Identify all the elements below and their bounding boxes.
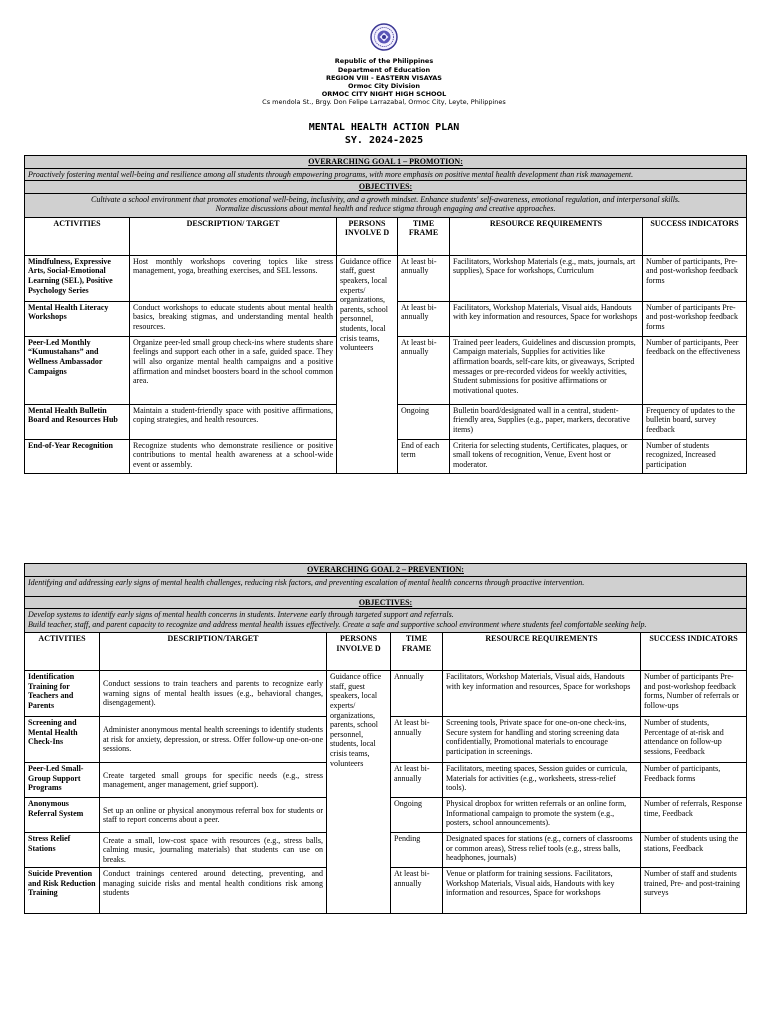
- goal1-objectives: [25, 193, 747, 217]
- activity-cell: End-of-Year Recognition: [25, 439, 130, 473]
- description-cell: Conduct trainings centered around detecting, preventing, and managing suicide risks and mental health conditions risk among students: [100, 868, 327, 914]
- activity-cell: Suicide Prevention and Risk Reduction Training: [25, 868, 100, 914]
- table-row: [25, 671, 747, 717]
- goal1-title: OVERARCHING GOAL 1 – PROMOTION:: [25, 156, 747, 169]
- header-region: REGION VIII - EASTERN VISAYAS: [325, 74, 442, 82]
- time-frame-cell: Ongoing: [391, 798, 443, 833]
- time-frame-cell: At least bi-annually: [391, 868, 443, 914]
- success-cell: Number of staff and students trained, Pre- and post-training surveys: [641, 868, 747, 914]
- header-school: ORMOC CITY NIGHT HIGH SCHOOL: [321, 90, 447, 98]
- activity-cell: Identification Training for Teachers and Parents: [25, 671, 100, 717]
- resources-cell: Screening tools, Private space for one-on-one check-ins, Secure system for handling and storing screening data confidentially, Promotional materials to encourage participation in screenings.: [443, 717, 641, 763]
- header-address: Cs mendola St., Brgy. Don Felipe Larrazabal, Ormoc City, Leyte, Philippines: [262, 98, 506, 106]
- description-cell: Conduct sessions to train teachers and parents to recognize early warning signs of mental health issues (e.g., behavioral changes, disengagement).: [100, 671, 327, 717]
- resources-cell: Bulletin board/designated wall in a central, student-friendly area, Supplies (e.g., paper, markers, decorative items): [450, 404, 643, 439]
- goal2-table: [24, 563, 747, 914]
- activity-cell: Peer-Led Small-Group Support Programs: [25, 763, 100, 798]
- time-frame-cell: At least bi-annually: [391, 763, 443, 798]
- resources-cell: Criteria for selecting students, Certificates, plaques, or small tokens of recognition, Venue, Event host or moderator.: [450, 439, 643, 473]
- goal2-objectives: [25, 609, 747, 633]
- description-cell: Organize peer-led small group check-ins where students share feelings and support each other in a safe, guided space. They will also organize mental health campaigns and a positive affirmation and mindset boosters board in the school common area.: [130, 336, 337, 404]
- col-time-frame: TIME FRAME: [391, 633, 443, 671]
- success-cell: Frequency of updates to the bulletin board, survey feedback: [643, 404, 747, 439]
- time-frame-cell: Pending: [391, 833, 443, 868]
- success-cell: Number of participants Pre- and post-workshop feedback forms, Number of referrals or follow-ups: [641, 671, 747, 717]
- deped-seal-logo: [370, 23, 398, 51]
- goal2-title: OVERARCHING GOAL 2 – PREVENTION:: [25, 564, 747, 577]
- time-frame-cell: At least bi-annually: [398, 336, 450, 404]
- resources-cell: Trained peer leaders, Guidelines and discussion prompts, Campaign materials, Supplies for activities like affirmation boards, self-care kits, or giveaways, Scripted messages or pre-recorded videos for weekly activities, Student submissions for positive affirmations or motivational quotes.: [450, 336, 643, 404]
- goal2-objectives-title: OBJECTIVES:: [25, 596, 747, 609]
- goal2-objective-line: Develop systems to identify early signs of mental health concerns in students. Intervene early through targeted support and referrals.: [28, 610, 454, 620]
- activity-cell: Mindfulness, Expressive Arts, Social-Emotional Learning (SEL), Positive Psychology Series: [25, 255, 130, 301]
- description-cell: Recognize students who demonstrate resilience or positive contributions to mental health awareness at a school-wide event or assembly.: [130, 439, 337, 473]
- col-description: DESCRIPTION/TARGET: [100, 633, 327, 671]
- col-time-frame: TIME FRAME: [398, 217, 450, 255]
- success-cell: Number of participants, Peer feedback on the effectiveness: [643, 336, 747, 404]
- table-row: [25, 255, 747, 301]
- description-cell: Create a small, low-cost space with resources (e.g., stress balls, calming music, journaling materials) that students can use on breaks.: [100, 833, 327, 868]
- success-cell: Number of students recognized, Increased participation: [643, 439, 747, 473]
- col-success: SUCCESS INDICATORS: [643, 217, 747, 255]
- activity-cell: Anonymous Referral System: [25, 798, 100, 833]
- header-republic: Republic of the Philippines: [334, 57, 434, 65]
- activity-cell: Screening and Mental Health Check-Ins: [25, 717, 100, 763]
- col-description: DESCRIPTION/ TARGET: [130, 217, 337, 255]
- col-resources: RESOURCE REQUIREMENTS: [443, 633, 641, 671]
- activity-cell: Stress Relief Stations: [25, 833, 100, 868]
- resources-cell: Facilitators, Workshop Materials (e.g., mats, journals, art supplies), Space for workshops, Curriculum: [450, 255, 643, 301]
- success-cell: Number of participants, Feedback forms: [641, 763, 747, 798]
- resources-cell: Physical dropbox for written referrals or an online form, Informational campaign to promote the system (e.g., posters, school announcements).: [443, 798, 641, 833]
- success-cell: Number of referrals, Response time, Feedback: [641, 798, 747, 833]
- persons-involved-cell: Guidance office staff, guest speakers, local experts/ organizations, parents, school personnel, students, local crisis teams, volunteers: [337, 255, 398, 473]
- goal2-objective-line: Build teacher, staff, and parent capacity to recognize and address mental health issues effectively. Create a safe and supportive school environment where students feel comfortable seeking help.: [28, 619, 647, 629]
- description-cell: Maintain a student-friendly space with positive affirmations, coping strategies, and health resources.: [130, 404, 337, 439]
- time-frame-cell: At least bi-annually: [391, 717, 443, 763]
- description-cell: Conduct workshops to educate students about mental health basics, breaking stigmas, and understanding mental health resources.: [130, 301, 337, 336]
- persons-involved-cell: Guidance office staff, guest speakers, local experts/ organizations, parents, school personnel, students, local crisis teams, volunteers: [327, 671, 391, 914]
- description-cell: Create targeted small groups for specific needs (e.g., stress management, anger management, grief support).: [100, 763, 327, 798]
- resources-cell: Venue or platform for training sessions. Facilitators, Workshop Materials, Visual aids, Handouts with key information and resources, Space for workshops: [443, 868, 641, 914]
- goal2-statement: Identifying and addressing early signs of mental health challenges, reducing risk factors, and preventing escalation of mental health concerns through proactive intervention.: [25, 576, 747, 596]
- activity-cell: Peer-Led Monthly “Kumustahans” and Wellness Ambassador Campaigns: [25, 336, 130, 404]
- goal1-objective-line: Normalize discussions about mental health and reduce stigma through engaging and creative approaches.: [215, 204, 556, 214]
- school-year: SY. 2024-2025: [344, 135, 424, 146]
- activity-cell: Mental Health Bulletin Board and Resources Hub: [25, 404, 130, 439]
- resources-cell: Designated spaces for stations (e.g., corners of classrooms or common areas), Stress relief tools (e.g., stress balls, headphones, journals): [443, 833, 641, 868]
- col-resources: RESOURCE REQUIREMENTS: [450, 217, 643, 255]
- col-persons: PERSONS INVOLVE D: [327, 633, 391, 671]
- col-activities: ACTIVITIES: [25, 633, 100, 671]
- col-persons: PERSONS INVOLVE D: [337, 217, 398, 255]
- page-title: MENTAL HEALTH ACTION PLAN: [308, 122, 460, 133]
- success-cell: Number of students using the stations, Feedback: [641, 833, 747, 868]
- description-cell: Administer anonymous mental health screenings to identify students at risk for anxiety, depression, or stress. Offer follow-up one-on-one sessions.: [100, 717, 327, 763]
- time-frame-cell: At least bi-annually: [398, 255, 450, 301]
- col-activities: ACTIVITIES: [25, 217, 130, 255]
- col-success: SUCCESS INDICATORS: [641, 633, 747, 671]
- goal1-objective-line: Cultivate a school environment that promotes emotional well-being, inclusivity, and a growth mindset. Enhance students' self-awareness, emotional regulation, and interpersonal skills.: [90, 194, 681, 204]
- resources-cell: Facilitators, Workshop Materials, Visual aids, Handouts with key information and resources, Space for workshops: [443, 671, 641, 717]
- time-frame-cell: At least bi-annually: [398, 301, 450, 336]
- time-frame-cell: Annually: [391, 671, 443, 717]
- goal1-objectives-title: OBJECTIVES:: [25, 181, 747, 194]
- success-cell: Number of students, Percentage of at-risk and attendance on follow-up sessions, Feedback: [641, 717, 747, 763]
- header-department: Department of Education: [337, 66, 431, 74]
- description-cell: Set up an online or physical anonymous referral box for students or staff to report concerns about a peer.: [100, 798, 327, 833]
- success-cell: Number of participants, Pre- and post-workshop feedback forms: [643, 255, 747, 301]
- resources-cell: Facilitators, Workshop Materials, Visual aids, Handouts with key information and resources, Space for workshops: [450, 301, 643, 336]
- time-frame-cell: Ongoing: [398, 404, 450, 439]
- description-cell: Host monthly workshops covering topics like stress management, yoga, breathing exercises, and SEL lessons.: [130, 255, 337, 301]
- goal1-table: [24, 155, 747, 474]
- header-division: Ormoc City Division: [348, 82, 420, 90]
- success-cell: Number of participants Pre- and post-workshop feedback forms: [643, 301, 747, 336]
- time-frame-cell: End of each term: [398, 439, 450, 473]
- resources-cell: Facilitators, meeting spaces, Session guides or curricula, Materials for activities (e.g., worksheets, stress-relief tools).: [443, 763, 641, 798]
- activity-cell: Mental Health Literacy Workshops: [25, 301, 130, 336]
- goal1-statement: Proactively fostering mental well-being and resilience among all students through empowering programs, with more emphasis on positive mental health development than risk management.: [25, 168, 747, 181]
